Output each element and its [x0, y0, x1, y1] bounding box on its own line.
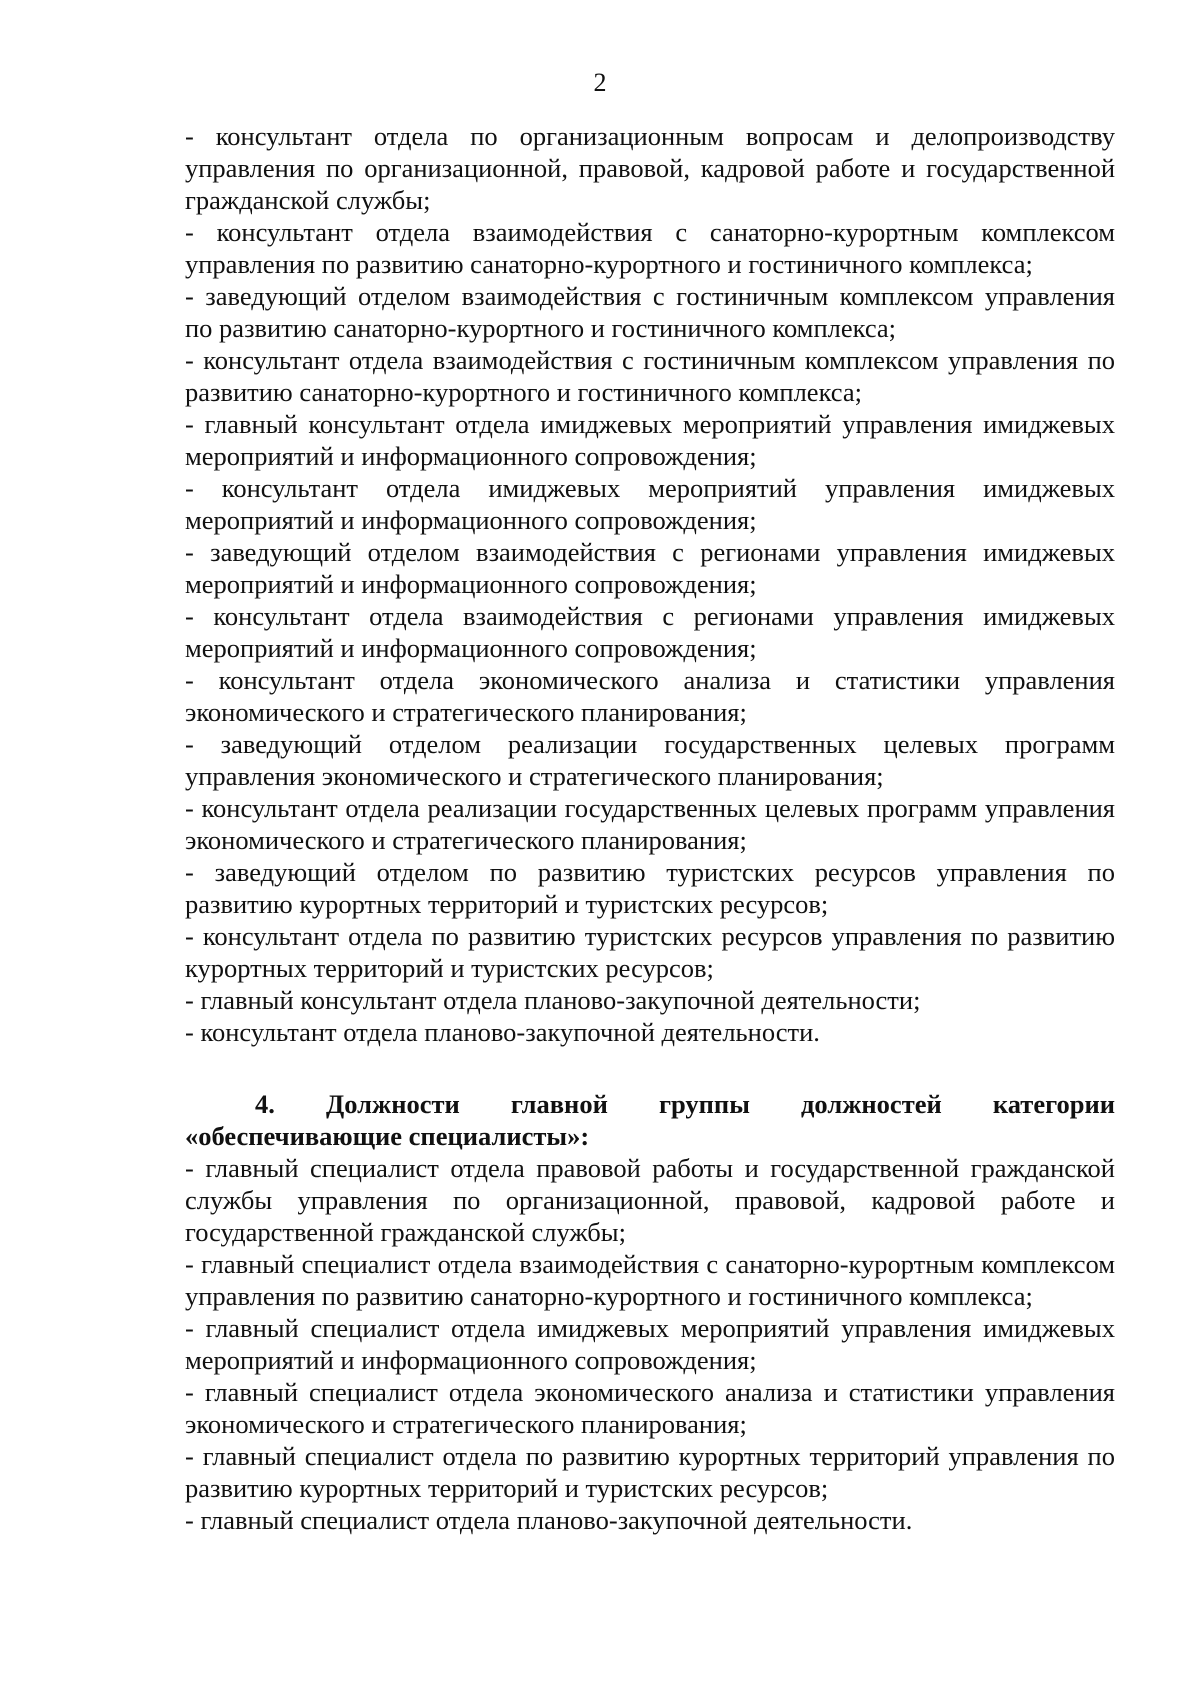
- list-item: - заведующий отделом по развитию туристских ресурсов управления по развитию курортных территорий и туристских ресурсов;: [185, 857, 1115, 919]
- list-item: - заведующий отделом взаимодействия с регионами управления имиджевых мероприятий и информационного сопровождения;: [185, 537, 1115, 599]
- list-item: - главный специалист отдела по развитию курортных территорий управления по развитию курортных территорий и туристских ресурсов;: [185, 1441, 1115, 1503]
- list-item: - консультант отдела реализации государственных целевых программ управления экономического и стратегического планирования;: [185, 793, 1115, 855]
- document-body: [185, 120, 1115, 1536]
- list-item: - консультант отдела экономического анализа и статистики управления экономического и стратегического планирования;: [185, 665, 1115, 727]
- list-item: - консультант отдела планово-закупочной деятельности.: [185, 1017, 820, 1047]
- list-item: - консультант отдела взаимодействия с регионами управления имиджевых мероприятий и информационного сопровождения;: [185, 601, 1115, 663]
- page-number: 2: [593, 68, 607, 97]
- list-item: - главный специалист отдела правовой работы и государственной гражданской службы управления по организационной, правовой, кадровой работе и государственной гражданской службы;: [185, 1153, 1115, 1247]
- list-item: - заведующий отделом взаимодействия с гостиничным комплексом управления по развитию санаторно-курортного и гостиничного комплекса;: [185, 281, 1115, 343]
- list-item: - консультант отдела взаимодействия с гостиничным комплексом управления по развитию санаторно-курортного и гостиничного комплекса;: [185, 345, 1115, 407]
- list-item: - главный специалист отдела планово-закупочной деятельности.: [185, 1505, 913, 1535]
- section-heading: 4. Должности главной группы должностей категории «обеспечивающие специалисты»:: [185, 1089, 1115, 1151]
- list-item: - консультант отдела имиджевых мероприятий управления имиджевых мероприятий и информационного сопровождения;: [185, 473, 1115, 535]
- list-item: - главный специалист отдела имиджевых мероприятий управления имиджевых мероприятий и информационного сопровождения;: [185, 1313, 1115, 1375]
- position-list-specialists: [185, 1152, 1115, 1536]
- list-item: - главный консультант отдела планово-закупочной деятельности;: [185, 985, 921, 1015]
- list-item: - консультант отдела по организационным вопросам и делопроизводству управления по организационной, правовой, кадровой работе и государственной гражданской службы;: [185, 121, 1115, 215]
- section-spacer: [185, 1048, 1115, 1088]
- list-item: - главный специалист отдела взаимодействия с санаторно-курортным комплексом управления по развитию санаторно-курортного и гостиничного комплекса;: [185, 1249, 1115, 1311]
- list-item: - консультант отдела взаимодействия с санаторно-курортным комплексом управления по развитию санаторно-курортного и гостиничного комплекса;: [185, 217, 1115, 279]
- list-item: - консультант отдела по развитию туристских ресурсов управления по развитию курортных территорий и туристских ресурсов;: [185, 921, 1115, 983]
- list-item: - главный специалист отдела экономического анализа и статистики управления экономического и стратегического планирования;: [185, 1377, 1115, 1439]
- position-list-consultants: [185, 120, 1115, 1048]
- list-item: - заведующий отделом реализации государственных целевых программ управления экономического и стратегического планирования;: [185, 729, 1115, 791]
- list-item: - главный консультант отдела имиджевых мероприятий управления имиджевых мероприятий и информационного сопровождения;: [185, 409, 1115, 471]
